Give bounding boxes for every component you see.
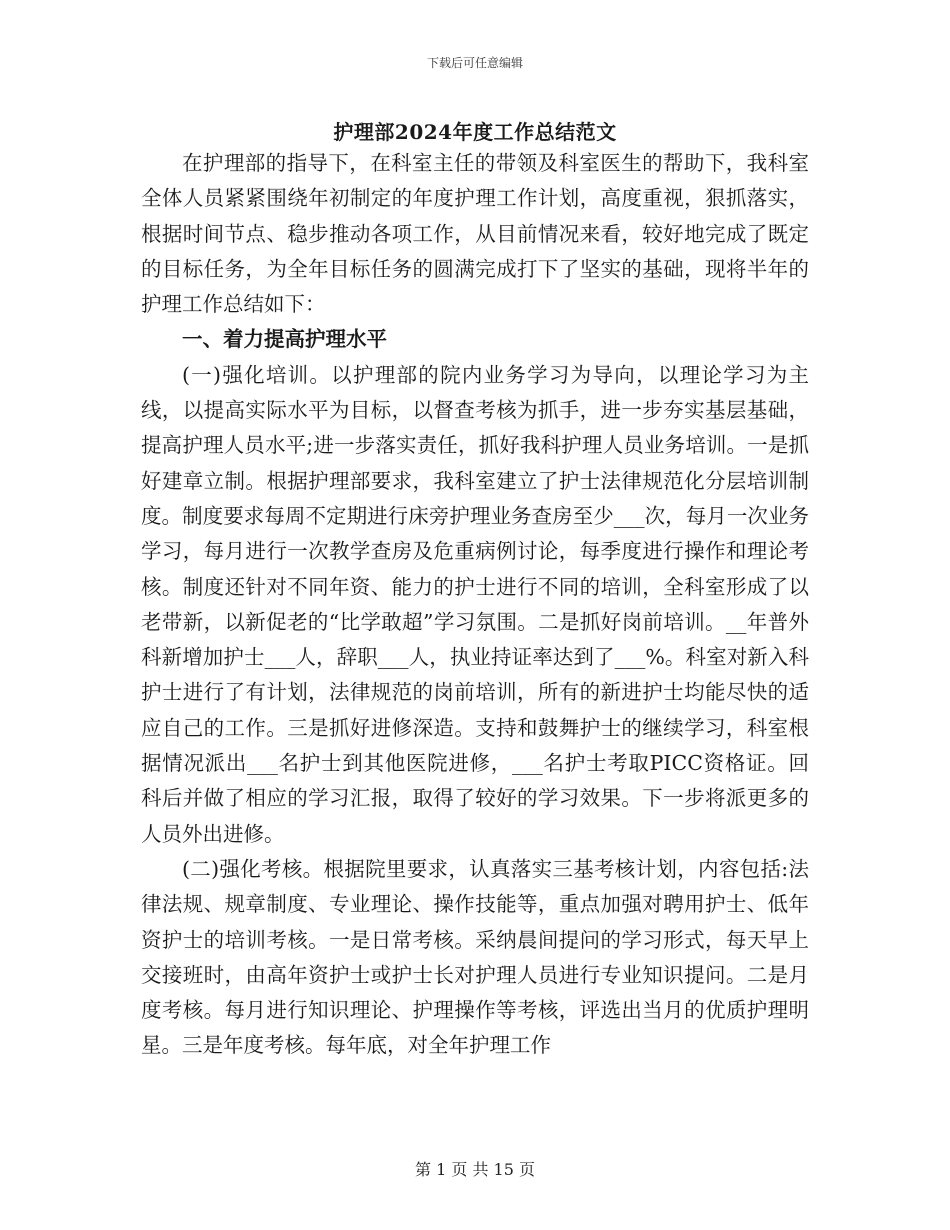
assessment-paragraph: (二)强化考核。根据院里要求，认真落实三基考核计划，内容包括:法律法规、规章制度、专业理论、操作技能等，重点加强对聘用护士、低年资护士的培训考核。一是日常考核。采纳晨间提问的学习形式，每天早上交接班时，由高年资护士或护士长对护理人员进行专业知识提问。二是月度考核。每月进行知识理论、护理操作等考核，评选出当月的优质护理明星。三是年度考核。每年底，对全年护理工作 bbox=[141, 856, 809, 1058]
intro-paragraph: 在护理部的指导下，在科室主任的带领及科室医生的帮助下，我科室全体人员紧紧围绕年初制定的年度护理工作计划，高度重视，狠抓落实，根据时间节点、稳步推动各项工作，从目前情况来看，较好地完成了既定的目标任务，为全年目标任务的圆满完成打下了坚实的基础，现将半年的护理工作总结如下： bbox=[141, 151, 809, 317]
document-body bbox=[141, 146, 809, 1064]
section-heading: 一、着力提高护理水平 bbox=[182, 327, 387, 352]
training-paragraph: (一)强化培训。以护理部的院内业务学习为导向，以理论学习为主线，以提高实际水平为目标，以督查考核为抓手，进一步夯实基层基础，提高护理人员水平;进一步落实责任，抓好我科护理人员业务培训。一是抓好建章立制。根据护理部要求，我科室建立了护士法律规范化分层培训制度。制度要求每周不定期进行床旁护理业务查房至少___次，每月一次业务学习，每月进行一次教学查房及危重病例讨论，每季度进行操作和理论考核。制度还针对不同年资、能力的护士进行不同的培训，全科室形成了以老带新，以新促老的“比学敢超”学习氛围。二是抓好岗前培训。__年普外科新增加护士___人，辞职___人，执业持证率达到了___%。科室对新入科护士进行了有计划，法律规范的岗前培训，所有的新进护士均能尽快的适应自己的工作。三是抓好进修深造。支持和鼓舞护士的继续学习，科室根据情况派出___名护士到其他医院进修，___名护士考取PICC资格证。回科后并做了相应的学习汇报，取得了较好的学习效果。下一步将派更多的人员外出进修。 bbox=[141, 362, 809, 846]
document-title: 护理部2024年度工作总结范文 bbox=[333, 120, 617, 144]
page-number: 第 1 页 共 15 页 bbox=[415, 1160, 535, 1179]
header-note: 下载后可任意编辑 bbox=[426, 56, 523, 70]
